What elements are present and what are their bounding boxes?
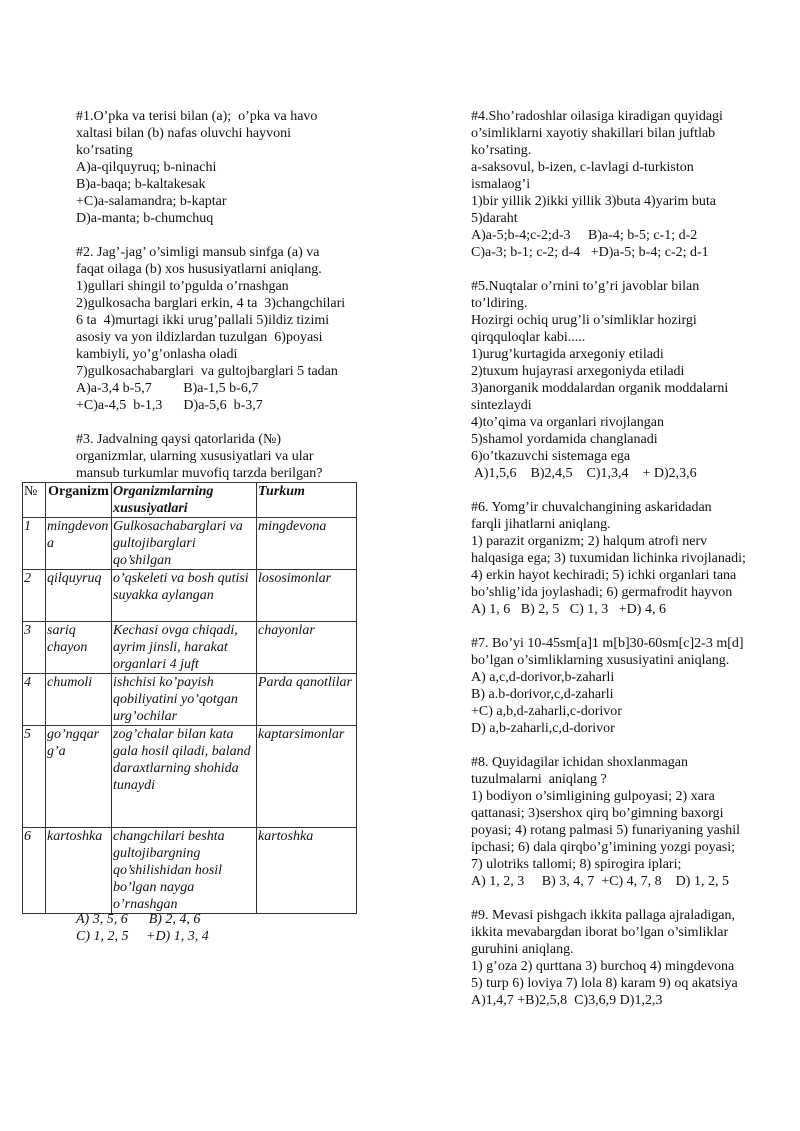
q4-line: a-saksovul, b-izen, c-lavlagi d-turkiston bbox=[471, 160, 694, 175]
q4-line: ismalaog’i bbox=[471, 177, 531, 192]
row-number: 6 bbox=[23, 828, 46, 914]
q8-line: 1) bodiyon o’simligining gulpoyasi; 2) xara bbox=[471, 789, 715, 804]
q4-option: C)a-3; b-1; c-2; d-4 +D)a-5; b-4; c-2; d-1 bbox=[471, 245, 709, 260]
question-4 bbox=[471, 108, 771, 261]
row-features: ishchisi ko’payish qobiliyatini yo’qotgan urg’ochilar bbox=[112, 674, 257, 726]
row-order: mingdevona bbox=[257, 518, 357, 570]
right-column bbox=[471, 108, 771, 1009]
q7-option: D) a,b-zaharli,c,d-dorivor bbox=[471, 721, 615, 736]
question-1 bbox=[76, 108, 376, 227]
q8-option: A) 1, 2, 3 B) 3, 4, 7 +C) 4, 7, 8 D) 1, 2, 5 bbox=[471, 874, 729, 889]
row-number: 5 bbox=[23, 726, 46, 828]
q8-line: ipchasi; 6) dala qirqbo’g’imining yozgi poyasi; bbox=[471, 840, 736, 855]
q4-line: 1)bir yillik 2)ikki yillik 3)buta 4)yarim buta bbox=[471, 194, 716, 209]
row-organism: sariq chayon bbox=[46, 622, 112, 674]
q5-line: qirqquloqlar kabi..... bbox=[471, 330, 586, 345]
q2-line: 6 ta 4)murtagi ikki urug’pallali 5)ildiz tizimi bbox=[76, 313, 330, 328]
q4-line: 5)daraht bbox=[471, 211, 518, 226]
row-features: Kechasi ovga chiqadi, ayrim jinsli, harakat organlari 4 juft bbox=[112, 622, 257, 674]
row-organism: mingdevona bbox=[46, 518, 112, 570]
q8-line: poyasi; 4) rotang palmasi 5) funariyaning yashil bbox=[471, 823, 741, 838]
q3-line: mansub turkumlar muvofiq tarzda berilgan? bbox=[76, 466, 323, 481]
q6-line: #6. Yomg’ir chuvalchangining askaridadan bbox=[471, 500, 712, 515]
question-8 bbox=[471, 754, 771, 890]
q5-line: Hozirgi ochiq urug’li o’simliklar hozirgi bbox=[471, 313, 697, 328]
row-order: kartoshka bbox=[257, 828, 357, 914]
q5-line: 1)urug’kurtagida arxegoniy etiladi bbox=[471, 347, 664, 362]
q2-line: kambiyli, yo’g’onlasha oladi bbox=[76, 347, 238, 362]
header-organism: Organizm bbox=[46, 483, 112, 518]
question-6 bbox=[471, 499, 771, 618]
q8-line: qattanasi; 3)sershox qirq bo’gimning baxorgi bbox=[471, 806, 724, 821]
q9-line: ikkita mevabargdan iborat bo’lgan o’simliklar bbox=[471, 925, 729, 940]
table-header-row bbox=[23, 483, 357, 518]
q4-line: ko’rsating. bbox=[471, 143, 532, 158]
q3-line: organizmlar, ularning xususiyatlari va ular bbox=[76, 449, 314, 464]
q3-option: C) 1, 2, 5 +D) 1, 3, 4 bbox=[76, 929, 209, 944]
q5-line: 2)tuxum hujayrasi arxegoniyda etiladi bbox=[471, 364, 685, 379]
q2-line: asosiy va yon ildizlardan tuzulgan 6)poyasi bbox=[76, 330, 323, 345]
row-order: kaptarsimonlar bbox=[257, 726, 357, 828]
q5-line: 4)to’qima va organlari rivojlangan bbox=[471, 415, 664, 430]
row-order: chayonlar bbox=[257, 622, 357, 674]
q2-option: +C)a-4,5 b-1,3 D)a-5,6 b-3,7 bbox=[76, 398, 263, 413]
q1-option: +C)a-salamandra; b-kaptar bbox=[76, 194, 227, 209]
table-row bbox=[23, 828, 357, 914]
row-organism: kartoshka bbox=[46, 828, 112, 914]
q8-line: #8. Quyidagilar ichidan shoxlanmagan bbox=[471, 755, 688, 770]
q4-option: A)a-5;b-4;c-2;d-3 B)a-4; b-5; c-1; d-2 bbox=[471, 228, 698, 243]
left-column bbox=[76, 108, 376, 482]
row-number: 4 bbox=[23, 674, 46, 726]
header-number: № bbox=[23, 483, 46, 518]
q8-line: tuzulmalarni aniqlang ? bbox=[471, 772, 607, 787]
question-3-table bbox=[22, 482, 357, 914]
table-row bbox=[23, 622, 357, 674]
q3-answers bbox=[76, 911, 209, 945]
q7-option: A) a,c,d-dorivor,b-zaharli bbox=[471, 670, 615, 685]
q5-option: A)1,5,6 B)2,4,5 C)1,3,4 + D)2,3,6 bbox=[471, 466, 697, 481]
row-organism: go’ngqarg’a bbox=[46, 726, 112, 828]
q2-line: 2)gulkosacha barglari erkin, 4 ta 3)changchilari bbox=[76, 296, 346, 311]
q3-option: A) 3, 5, 6 B) 2, 4, 6 bbox=[76, 912, 201, 927]
q5-line: to’ldiring. bbox=[471, 296, 528, 311]
q7-line: #7. Bo’yi 10-45sm[a]1 m[b]30-60sm[c]2-3 m[d] bbox=[471, 636, 744, 651]
q2-option: A)a-3,4 b-5,7 B)a-1,5 b-6,7 bbox=[76, 381, 259, 396]
q5-line: sintezlaydi bbox=[471, 398, 532, 413]
q6-line: 4) erkin hayot kechiradi; 5) ichki organlari tana bbox=[471, 568, 737, 583]
question-5 bbox=[471, 278, 771, 482]
table-row bbox=[23, 518, 357, 570]
q6-option: A) 1, 6 B) 2, 5 C) 1, 3 +D) 4, 6 bbox=[471, 602, 666, 617]
q1-option: B)a-baqa; b-kaltakesak bbox=[76, 177, 206, 192]
q7-option: +C) a,b,d-zaharli,c-dorivor bbox=[471, 704, 622, 719]
q1-line: #1.O’pka va terisi bilan (a); o’pka va havo bbox=[76, 109, 318, 124]
q2-line: faqat oilaga (b) xos hususiyatlarni aniqlang. bbox=[76, 262, 322, 277]
question-2 bbox=[76, 244, 376, 414]
row-features: zog’chalar bilan kata gala hosil qiladi, baland daraxtlarning shohida tunaydi bbox=[112, 726, 257, 828]
row-features: changchilari beshta gultojibargning qo’shilishidan hosil bo’lgan nayga o’rnashgan bbox=[112, 828, 257, 914]
q6-line: bo’shlig’ida joylashadi; 6) germafrodit hayvon bbox=[471, 585, 733, 600]
q4-line: o’simliklarni xayotiy shakillari bilan juftlab bbox=[471, 126, 716, 141]
q7-line: bo’lgan o’simliklarning xususiyatini aniqlang. bbox=[471, 653, 730, 668]
q1-option: A)a-qilquyruq; b-ninachi bbox=[76, 160, 217, 175]
q1-option: D)a-manta; b-chumchuq bbox=[76, 211, 214, 226]
q9-line: 1) g’oza 2) qurttana 3) burchoq 4) mingdevona bbox=[471, 959, 735, 974]
row-organism: chumoli bbox=[46, 674, 112, 726]
row-order: lososimonlar bbox=[257, 570, 357, 622]
q1-line: ko’rsating bbox=[76, 143, 133, 158]
q9-line: guruhini aniqlang. bbox=[471, 942, 574, 957]
q2-line: 7)gulkosachabarglari va gultojbarglari 5 tadan bbox=[76, 364, 338, 379]
q5-line: 3)anorganik moddalardan organik moddalarni bbox=[471, 381, 729, 396]
q9-line: 5) turp 6) loviya 7) lola 8) karam 9) oq akatsiya bbox=[471, 976, 738, 991]
q4-line: #4.Sho’radoshlar oilasiga kiradigan quyidagi bbox=[471, 109, 723, 124]
q8-line: 7) ulotriks tallomi; 8) spirogira iplari; bbox=[471, 857, 682, 872]
q3-line: #3. Jadvalning qaysi qatorlarida (№) bbox=[76, 432, 282, 447]
header-features: Organizmlarning xususiyatlari bbox=[112, 483, 257, 518]
question-9 bbox=[471, 907, 771, 1009]
question-7 bbox=[471, 635, 771, 737]
header-order: Turkum bbox=[257, 483, 357, 518]
q6-line: farqli jihatlarni aniqlang. bbox=[471, 517, 611, 532]
q2-line: 1)gullari shingil to’pgulda o’rnashgan bbox=[76, 279, 289, 294]
table-row bbox=[23, 726, 357, 828]
q5-line: 5)shamol yordamida changlanadi bbox=[471, 432, 658, 447]
row-order: Parda qanotlilar bbox=[257, 674, 357, 726]
q7-option: B) a.b-dorivor,c,d-zaharli bbox=[471, 687, 614, 702]
q9-line: #9. Mevasi pishgach ikkita pallaga ajraladigan, bbox=[471, 908, 735, 923]
q1-line: xaltasi bilan (b) nafas oluvchi hayvoni bbox=[76, 126, 291, 141]
row-number: 3 bbox=[23, 622, 46, 674]
question-3 bbox=[76, 431, 376, 482]
row-features: o’qskeleti va bosh qutisi suyakka aylangan bbox=[112, 570, 257, 622]
q2-line: #2. Jag’-jag’ o’simligi mansub sinfga (a) va bbox=[76, 245, 320, 260]
row-number: 2 bbox=[23, 570, 46, 622]
q5-line: #5.Nuqtalar o’rnini to’g’ri javoblar bilan bbox=[471, 279, 700, 294]
row-number: 1 bbox=[23, 518, 46, 570]
q6-line: 1) parazit organizm; 2) halqum atrofi nerv bbox=[471, 534, 708, 549]
q5-line: 6)o’tkazuvchi sistemaga ega bbox=[471, 449, 631, 464]
table-row bbox=[23, 674, 357, 726]
table-row bbox=[23, 570, 357, 622]
row-features: Gulkosachabarglari va gultojibarglari qo’shilgan bbox=[112, 518, 257, 570]
row-organism: qilquyruq bbox=[46, 570, 112, 622]
q6-line: halqasiga ega; 3) tuxumidan lichinka rivojlanadi; bbox=[471, 551, 746, 566]
q9-option: A)1,4,7 +B)2,5,8 C)3,6,9 D)1,2,3 bbox=[471, 993, 663, 1008]
